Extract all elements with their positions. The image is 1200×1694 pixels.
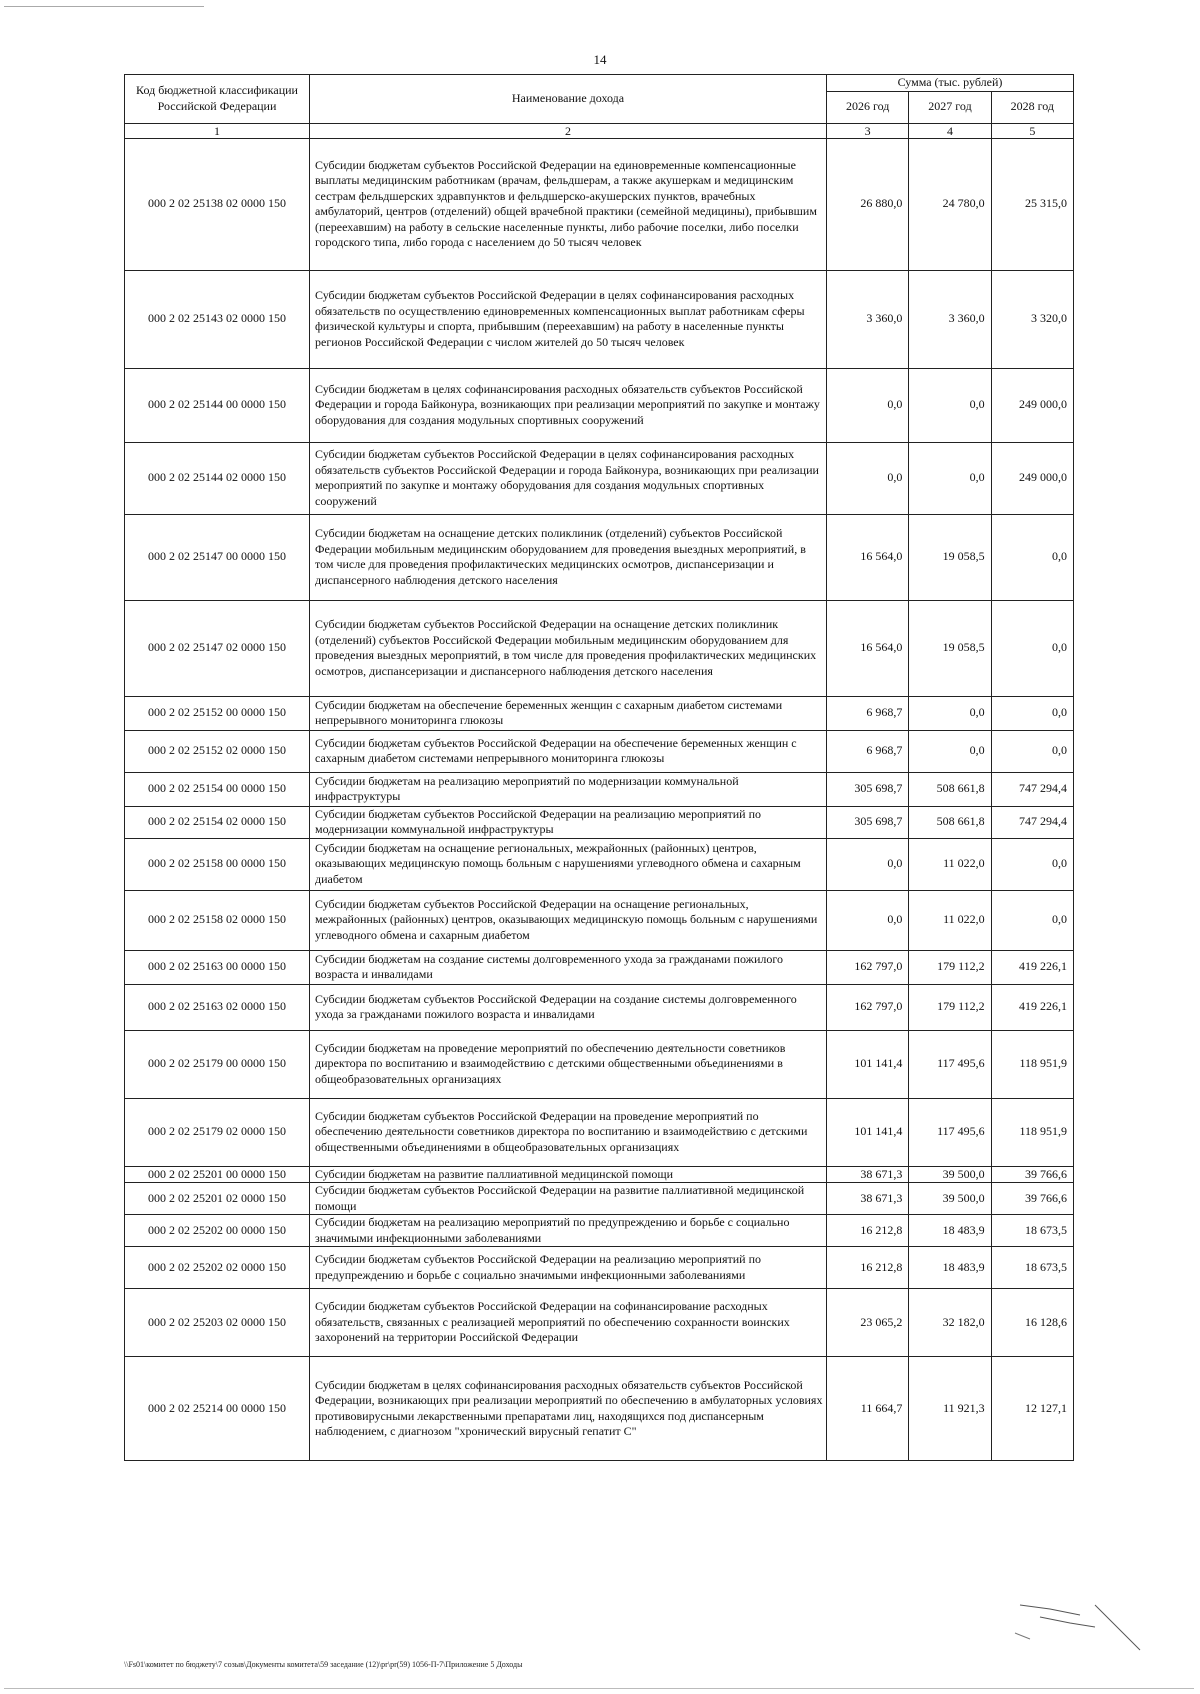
revenue-name-cell: Субсидии бюджетам субъектов Российской Федерации на оснащение региональных, межрайонных (районных) центров, оказывающих медицинскую помощь больным с нарушениями углеводного обмена и сахарным диабетом bbox=[310, 890, 827, 950]
column-index: 2 bbox=[310, 123, 827, 138]
amount-2028-cell: 12 127,1 bbox=[991, 1357, 1073, 1461]
document-file-path: \\Fs01\комитет по бюджету\7 созыв\Документы комитета\59 заседание (12)\pr\pr(59) 1056-П-7\Приложение 5 Доходы bbox=[124, 1660, 523, 1669]
amount-2026-cell: 38 671,3 bbox=[827, 1166, 909, 1183]
amount-2026-cell: 16 564,0 bbox=[827, 600, 909, 696]
amount-2027-cell: 179 112,2 bbox=[909, 950, 991, 984]
revenue-name-cell: Субсидии бюджетам на реализацию мероприятий по предупреждению и борьбе с социально значимыми инфекционными заболеваниями bbox=[310, 1215, 827, 1247]
table-row bbox=[125, 1289, 1074, 1357]
amount-2026-cell: 162 797,0 bbox=[827, 984, 909, 1030]
amount-2028-cell: 18 673,5 bbox=[991, 1215, 1073, 1247]
budget-code-cell: 000 2 02 25202 00 0000 150 bbox=[125, 1215, 310, 1247]
budget-code-cell: 000 2 02 25201 02 0000 150 bbox=[125, 1183, 310, 1215]
amount-2028-cell: 3 320,0 bbox=[991, 270, 1073, 368]
amount-2027-cell: 39 500,0 bbox=[909, 1166, 991, 1183]
amount-2027-cell: 18 483,9 bbox=[909, 1215, 991, 1247]
table-row bbox=[125, 806, 1074, 838]
amount-2028-cell: 39 766,6 bbox=[991, 1166, 1073, 1183]
amount-2027-cell: 11 921,3 bbox=[909, 1357, 991, 1461]
amount-2028-cell: 747 294,4 bbox=[991, 772, 1073, 806]
budget-code-cell: 000 2 02 25154 00 0000 150 bbox=[125, 772, 310, 806]
budget-code-cell: 000 2 02 25158 00 0000 150 bbox=[125, 838, 310, 890]
amount-2028-cell: 16 128,6 bbox=[991, 1289, 1073, 1357]
budget-code-cell: 000 2 02 25179 02 0000 150 bbox=[125, 1098, 310, 1166]
amount-2027-cell: 18 483,9 bbox=[909, 1247, 991, 1289]
amount-2027-cell: 19 058,5 bbox=[909, 514, 991, 600]
budget-code-cell: 000 2 02 25143 02 0000 150 bbox=[125, 270, 310, 368]
header-year-2028: 2028 год bbox=[991, 91, 1073, 123]
table-row bbox=[125, 138, 1074, 270]
amount-2028-cell: 0,0 bbox=[991, 514, 1073, 600]
budget-code-cell: 000 2 02 25214 00 0000 150 bbox=[125, 1357, 310, 1461]
table-row bbox=[125, 696, 1074, 730]
amount-2026-cell: 16 564,0 bbox=[827, 514, 909, 600]
scan-edge-line bbox=[4, 1688, 1194, 1689]
header-name: Наименование дохода bbox=[310, 75, 827, 124]
table-row bbox=[125, 270, 1074, 368]
revenue-name-cell: Субсидии бюджетам субъектов Российской Федерации на единовременные компенсационные выплаты медицинским работникам (врачам, фельдшерам, а также акушеркам и медицинским сестрам фельдшерских здравпунктов и фельдшерско-акушерских пунктов, врачебных амбулаторий, центров (отделений) общей врачебной практики (семейной медицины), прибывшим (переехавшим) на работу в сельские населенные пункты, либо рабочие поселки, либо поселки городского типа, либо города с населением до 50 тысяч человек bbox=[310, 138, 827, 270]
revenue-name-cell: Субсидии бюджетам на оснащение детских поликлиник (отделений) субъектов Российской Федерации мобильным медицинским оборудованием для проведения выездных мероприятий, в том числе для проведения профилактических медицинских осмотров, диспансеризации и диспансерного наблюдения детского населения bbox=[310, 514, 827, 600]
revenue-name-cell: Субсидии бюджетам субъектов Российской Федерации на обеспечение беременных женщин с сахарным диабетом системами непрерывного мониторинга глюкозы bbox=[310, 730, 827, 772]
amount-2026-cell: 11 664,7 bbox=[827, 1357, 909, 1461]
budget-code-cell: 000 2 02 25158 02 0000 150 bbox=[125, 890, 310, 950]
amount-2028-cell: 249 000,0 bbox=[991, 442, 1073, 514]
amount-2028-cell: 18 673,5 bbox=[991, 1247, 1073, 1289]
amount-2026-cell: 6 968,7 bbox=[827, 730, 909, 772]
amount-2027-cell: 0,0 bbox=[909, 442, 991, 514]
amount-2026-cell: 101 141,4 bbox=[827, 1030, 909, 1098]
revenue-name-cell: Субсидии бюджетам субъектов Российской Федерации на софинансирование расходных обязательств, связанных с реализацией мероприятий по обеспечению сохранности воинских захоронений на территории Российской Федерации bbox=[310, 1289, 827, 1357]
table-row bbox=[125, 1215, 1074, 1247]
budget-code-cell: 000 2 02 25147 02 0000 150 bbox=[125, 600, 310, 696]
revenue-name-cell: Субсидии бюджетам субъектов Российской Федерации на реализацию мероприятий по модернизации коммунальной инфраструктуры bbox=[310, 806, 827, 838]
amount-2026-cell: 162 797,0 bbox=[827, 950, 909, 984]
table-row bbox=[125, 772, 1074, 806]
amount-2027-cell: 0,0 bbox=[909, 730, 991, 772]
amount-2026-cell: 0,0 bbox=[827, 368, 909, 442]
table-row bbox=[125, 442, 1074, 514]
amount-2027-cell: 0,0 bbox=[909, 368, 991, 442]
scan-edge-line bbox=[4, 6, 204, 7]
budget-code-cell: 000 2 02 25163 00 0000 150 bbox=[125, 950, 310, 984]
amount-2026-cell: 0,0 bbox=[827, 890, 909, 950]
header-year-2026: 2026 год bbox=[827, 91, 909, 123]
amount-2028-cell: 0,0 bbox=[991, 600, 1073, 696]
amount-2028-cell: 25 315,0 bbox=[991, 138, 1073, 270]
amount-2028-cell: 419 226,1 bbox=[991, 950, 1073, 984]
column-index: 4 bbox=[909, 123, 991, 138]
amount-2028-cell: 118 951,9 bbox=[991, 1098, 1073, 1166]
revenue-table bbox=[124, 74, 1074, 1461]
table-body bbox=[125, 138, 1074, 1461]
revenue-name-cell: Субсидии бюджетам субъектов Российской Федерации на проведение мероприятий по обеспечению деятельности советников директора по воспитанию и взаимодействию с детскими общественными объединениями в общеобразовательных организациях bbox=[310, 1098, 827, 1166]
amount-2028-cell: 419 226,1 bbox=[991, 984, 1073, 1030]
amount-2027-cell: 3 360,0 bbox=[909, 270, 991, 368]
table-row bbox=[125, 838, 1074, 890]
amount-2026-cell: 16 212,8 bbox=[827, 1215, 909, 1247]
amount-2026-cell: 6 968,7 bbox=[827, 696, 909, 730]
budget-code-cell: 000 2 02 25163 02 0000 150 bbox=[125, 984, 310, 1030]
table-row bbox=[125, 1030, 1074, 1098]
amount-2027-cell: 11 022,0 bbox=[909, 838, 991, 890]
amount-2026-cell: 26 880,0 bbox=[827, 138, 909, 270]
budget-code-cell: 000 2 02 25144 00 0000 150 bbox=[125, 368, 310, 442]
budget-code-cell: 000 2 02 25152 02 0000 150 bbox=[125, 730, 310, 772]
budget-code-cell: 000 2 02 25202 02 0000 150 bbox=[125, 1247, 310, 1289]
amount-2027-cell: 508 661,8 bbox=[909, 806, 991, 838]
revenue-name-cell: Субсидии бюджетам в целях софинансирования расходных обязательств субъектов Российской Федерации, возникающих при реализации мероприятий по обеспечению в амбулаторных условиях противовирусными лекарственными препаратами лиц, находящихся под диспансерным наблюдением, с диагнозом "хронический вирусный гепатит С" bbox=[310, 1357, 827, 1461]
revenue-name-cell: Субсидии бюджетам субъектов Российской Федерации в целях софинансирования расходных обязательств субъектов Российской Федерации и города Байконура, возникающих при реализации мероприятий по закупке и монтажу оборудования для создания модульных спортивных сооружений bbox=[310, 442, 827, 514]
amount-2027-cell: 19 058,5 bbox=[909, 600, 991, 696]
revenue-name-cell: Субсидии бюджетам субъектов Российской Федерации в целях софинансирования расходных обязательств по осуществлению единовременных компенсационных выплат работникам сферы физической культуры и спорта, прибывшим (переехавшим) на работу в населенные пункты регионов Российской Федерации с числом жителей до 50 тысяч человек bbox=[310, 270, 827, 368]
budget-code-cell: 000 2 02 25203 02 0000 150 bbox=[125, 1289, 310, 1357]
revenue-name-cell: Субсидии бюджетам в целях софинансирования расходных обязательств субъектов Российской Федерации и города Байконура, возникающих при реализации мероприятий по закупке и монтажу оборудования для создания модульных спортивных сооружений bbox=[310, 368, 827, 442]
amount-2027-cell: 0,0 bbox=[909, 696, 991, 730]
amount-2027-cell: 508 661,8 bbox=[909, 772, 991, 806]
column-index: 5 bbox=[991, 123, 1073, 138]
amount-2026-cell: 16 212,8 bbox=[827, 1247, 909, 1289]
table-row bbox=[125, 1098, 1074, 1166]
amount-2027-cell: 117 495,6 bbox=[909, 1030, 991, 1098]
budget-code-cell: 000 2 02 25144 02 0000 150 bbox=[125, 442, 310, 514]
revenue-name-cell: Субсидии бюджетам на оснащение региональных, межрайонных (районных) центров, оказывающих медицинскую помощь больным с нарушениями углеводного обмена и сахарным диабетом bbox=[310, 838, 827, 890]
amount-2028-cell: 747 294,4 bbox=[991, 806, 1073, 838]
amount-2028-cell: 0,0 bbox=[991, 890, 1073, 950]
table-row bbox=[125, 1247, 1074, 1289]
revenue-name-cell: Субсидии бюджетам на реализацию мероприятий по модернизации коммунальной инфраструктуры bbox=[310, 772, 827, 806]
header-year-2027: 2027 год bbox=[909, 91, 991, 123]
table-row bbox=[125, 950, 1074, 984]
amount-2026-cell: 305 698,7 bbox=[827, 806, 909, 838]
amount-2028-cell: 39 766,6 bbox=[991, 1183, 1073, 1215]
table-row bbox=[125, 1183, 1074, 1215]
amount-2028-cell: 0,0 bbox=[991, 730, 1073, 772]
page-number: 14 bbox=[593, 52, 607, 67]
amount-2028-cell: 0,0 bbox=[991, 696, 1073, 730]
amount-2026-cell: 23 065,2 bbox=[827, 1289, 909, 1357]
amount-2028-cell: 118 951,9 bbox=[991, 1030, 1073, 1098]
column-index: 1 bbox=[125, 123, 310, 138]
table-row bbox=[125, 890, 1074, 950]
revenue-name-cell: Субсидии бюджетам субъектов Российской Федерации на реализацию мероприятий по предупреждению и борьбе с социально значимыми инфекционными заболеваниями bbox=[310, 1247, 827, 1289]
amount-2027-cell: 11 022,0 bbox=[909, 890, 991, 950]
table-row bbox=[125, 600, 1074, 696]
amount-2027-cell: 179 112,2 bbox=[909, 984, 991, 1030]
amount-2027-cell: 117 495,6 bbox=[909, 1098, 991, 1166]
revenue-name-cell: Субсидии бюджетам на развитие паллиативной медицинской помощи bbox=[310, 1166, 827, 1183]
header-code: Код бюджетной классификации Российской Федерации bbox=[125, 75, 310, 124]
amount-2026-cell: 101 141,4 bbox=[827, 1098, 909, 1166]
table-row bbox=[125, 1166, 1074, 1183]
budget-code-cell: 000 2 02 25179 00 0000 150 bbox=[125, 1030, 310, 1098]
table-row bbox=[125, 1357, 1074, 1461]
budget-code-cell: 000 2 02 25147 00 0000 150 bbox=[125, 514, 310, 600]
amount-2027-cell: 32 182,0 bbox=[909, 1289, 991, 1357]
scan-scribble bbox=[1010, 1595, 1150, 1655]
table-row bbox=[125, 368, 1074, 442]
budget-code-cell: 000 2 02 25138 02 0000 150 bbox=[125, 138, 310, 270]
table-row bbox=[125, 514, 1074, 600]
amount-2026-cell: 3 360,0 bbox=[827, 270, 909, 368]
amount-2026-cell: 0,0 bbox=[827, 838, 909, 890]
budget-code-cell: 000 2 02 25152 00 0000 150 bbox=[125, 696, 310, 730]
amount-2027-cell: 39 500,0 bbox=[909, 1183, 991, 1215]
revenue-name-cell: Субсидии бюджетам субъектов Российской Федерации на развитие паллиативной медицинской помощи bbox=[310, 1183, 827, 1215]
revenue-name-cell: Субсидии бюджетам на создание системы долговременного ухода за гражданами пожилого возраста и инвалидами bbox=[310, 950, 827, 984]
amount-2026-cell: 38 671,3 bbox=[827, 1183, 909, 1215]
column-index: 3 bbox=[827, 123, 909, 138]
revenue-name-cell: Субсидии бюджетам на обеспечение беременных женщин с сахарным диабетом системами непрерывного мониторинга глюкозы bbox=[310, 696, 827, 730]
revenue-name-cell: Субсидии бюджетам субъектов Российской Федерации на оснащение детских поликлиник (отделений) субъектов Российской Федерации мобильным медицинским оборудованием для проведения выездных мероприятий, в том числе для проведения профилактических медицинских осмотров, диспансеризации и диспансерного наблюдения детского населения bbox=[310, 600, 827, 696]
table-row bbox=[125, 984, 1074, 1030]
header-sum: Сумма (тыс. рублей) bbox=[827, 75, 1074, 92]
budget-code-cell: 000 2 02 25201 00 0000 150 bbox=[125, 1166, 310, 1183]
amount-2026-cell: 305 698,7 bbox=[827, 772, 909, 806]
table-row bbox=[125, 730, 1074, 772]
revenue-name-cell: Субсидии бюджетам на проведение мероприятий по обеспечению деятельности советников директора по воспитанию и взаимодействию с детскими общественными объединениями в общеобразовательных организациях bbox=[310, 1030, 827, 1098]
amount-2026-cell: 0,0 bbox=[827, 442, 909, 514]
amount-2027-cell: 24 780,0 bbox=[909, 138, 991, 270]
budget-code-cell: 000 2 02 25154 02 0000 150 bbox=[125, 806, 310, 838]
revenue-name-cell: Субсидии бюджетам субъектов Российской Федерации на создание системы долговременного ухода за гражданами пожилого возраста и инвалидами bbox=[310, 984, 827, 1030]
amount-2028-cell: 249 000,0 bbox=[991, 368, 1073, 442]
amount-2028-cell: 0,0 bbox=[991, 838, 1073, 890]
